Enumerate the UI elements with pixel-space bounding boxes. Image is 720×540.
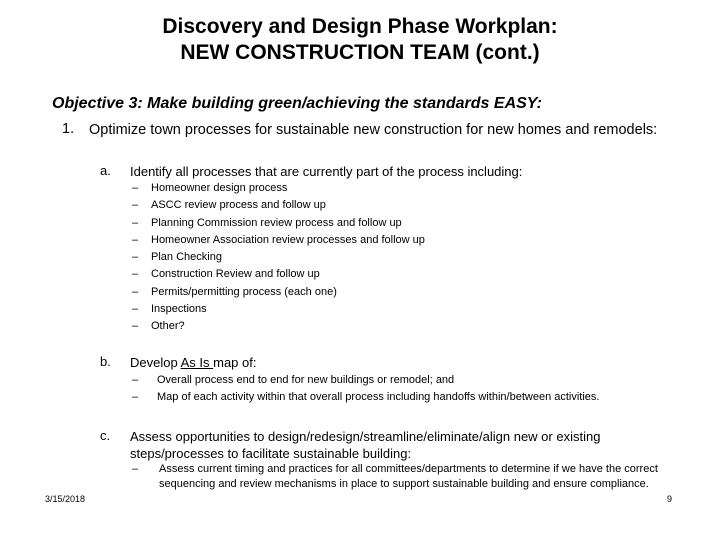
- dash-icon: –: [132, 182, 139, 194]
- sub-b-text: Develop As Is map of:: [130, 355, 257, 370]
- slide-title-line-1: Discovery and Design Phase Workplan:: [162, 15, 558, 38]
- dash-icon: –: [132, 374, 139, 386]
- dash-icon: –: [132, 391, 139, 404]
- sub-a-letter: a.: [100, 163, 111, 178]
- list-item: – Map of each activity within that overall process including handoffs within/between activities.: [132, 389, 599, 406]
- sub-c-text: Assess opportunities to design/redesign/streamline/eliminate/align new or existing steps/processes to facilitate sustainable building:: [130, 429, 601, 461]
- dash-icon: –: [132, 320, 139, 333]
- as-is-underlined: As Is: [180, 355, 214, 370]
- dash-icon: –: [132, 285, 139, 298]
- list-item: – Construction Review and follow up: [132, 266, 425, 283]
- dash-icon: –: [132, 233, 139, 246]
- dash-icon: –: [132, 199, 139, 212]
- sub-a-text: Identify all processes that are currently part of the process including:: [130, 164, 523, 179]
- list-item: – Homeowner design process: [132, 180, 425, 197]
- list-item: – Other?: [132, 318, 425, 335]
- dash-icon: –: [132, 463, 139, 475]
- sub-c-letter: c.: [100, 428, 111, 443]
- item-1-number: 1.: [62, 121, 75, 137]
- dash-icon: –: [132, 303, 139, 316]
- slide-title-line-2: NEW CONSTRUCTION TEAM (cont.): [180, 41, 540, 64]
- sub-c-list: [132, 462, 679, 491]
- list-item: – Inspections: [132, 301, 425, 318]
- list-item: – Plan Checking: [132, 249, 425, 266]
- slide-title: [0, 14, 720, 66]
- list-item: – Assess current timing and practices for all committees/departments to determine if we have the correct sequencing and review mechanisms in place to support sustainable building and ensure compliance.: [132, 463, 658, 490]
- list-item: – Homeowner Association review processes and follow up: [132, 232, 425, 249]
- list-item: – Planning Commission review process and follow up: [132, 215, 425, 232]
- dash-icon: –: [132, 216, 139, 229]
- page-number: 9: [667, 494, 673, 504]
- footer-date: 3/15/2018: [45, 494, 86, 504]
- sub-b-letter: b.: [100, 354, 111, 369]
- objective-heading: Objective 3: Make building green/achieving the standards EASY:: [52, 95, 542, 112]
- sub-b-list: [132, 372, 599, 407]
- dash-icon: –: [132, 251, 139, 264]
- list-item: – Permits/permitting process (each one): [132, 284, 425, 301]
- dash-icon: –: [132, 268, 139, 281]
- item-1-text: Optimize town processes for sustainable new construction for new homes and remodels:: [89, 122, 658, 138]
- list-item: – Overall process end to end for new buildings or remodel; and: [132, 372, 599, 389]
- list-item: – ASCC review process and follow up: [132, 197, 425, 214]
- sub-a-list: [132, 180, 425, 336]
